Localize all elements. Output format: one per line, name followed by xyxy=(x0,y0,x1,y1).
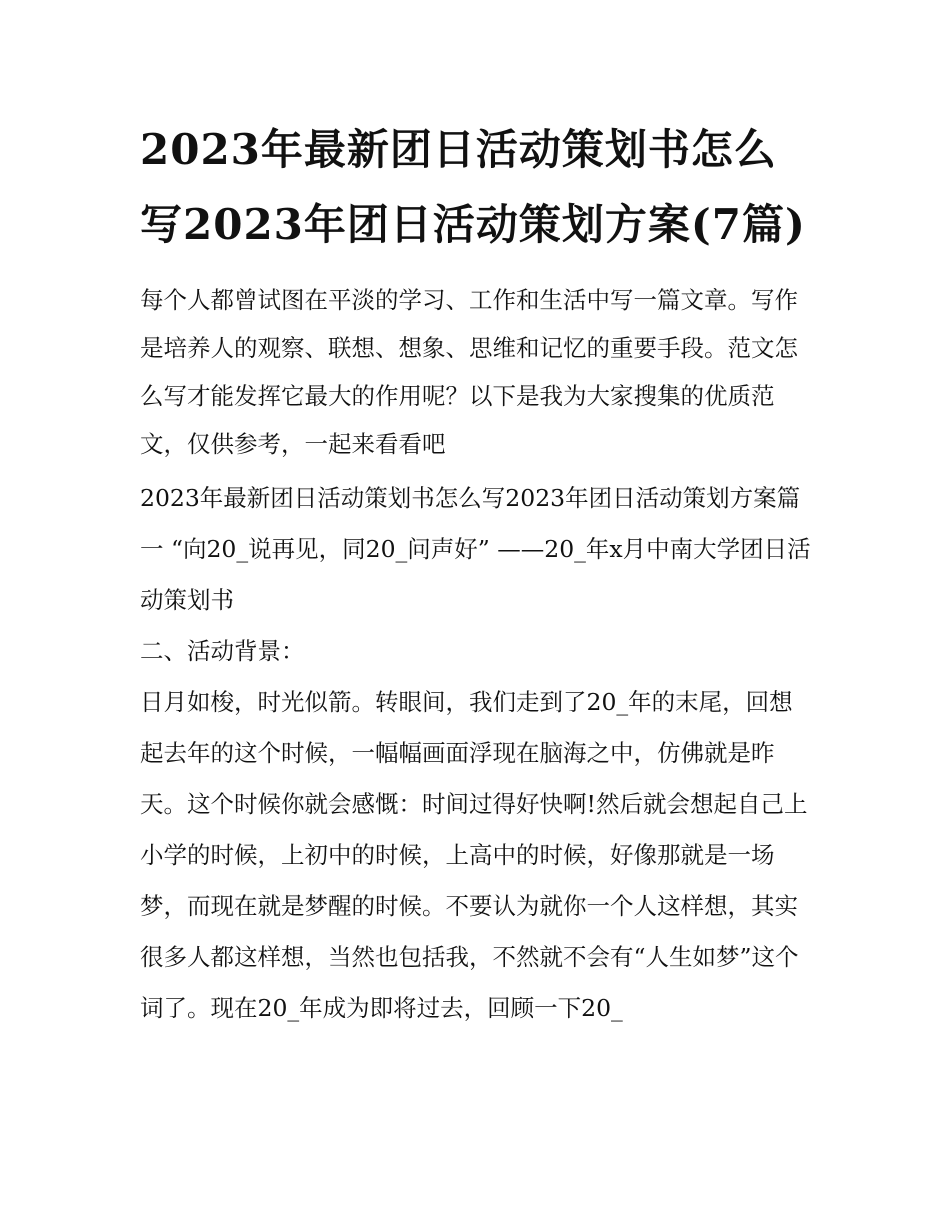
body-paragraph: 日月如梭，时光似箭。转眼间，我们走到了20_年的末尾，回想起去年的这个时候，一幅幅画面浮现在脑海之中，仿佛就是昨天。这个时候你就会感慨：时间过得好快啊!然后就会想起自己上小学的时候，上初中的时候，上高中的时候，好像那就是一场梦，而现在就是梦醒的时候。不要认为就你一个人这样想，其实很多人都这样想，当然也包括我，不然就不会有“人生如梦”这个词了。现在20_年成为即将过去，回顾一下20_ xyxy=(140,688,808,1022)
section-heading: 2023年最新团日活动策划书怎么写2023年团日活动策划方案篇一 “向20_说再见，同20_问声好” ——20_年x月中南大学团日活动策划书 xyxy=(140,484,811,614)
document-page xyxy=(140,112,815,1034)
section-title: 二、活动背景： xyxy=(140,637,305,665)
document-title: 2023年最新团日活动策划书怎么写2023年团日活动策划方案(7篇) xyxy=(140,125,806,249)
intro-paragraph: 每个人都曾试图在平淡的学习、工作和生活中写一篇文章。写作是培养人的观察、联想、想象、思维和记忆的重要手段。范文怎么写才能发挥它最大的作用呢？以下是我为大家搜集的优质范文，仅供参考，一起来看看吧 xyxy=(140,286,798,458)
